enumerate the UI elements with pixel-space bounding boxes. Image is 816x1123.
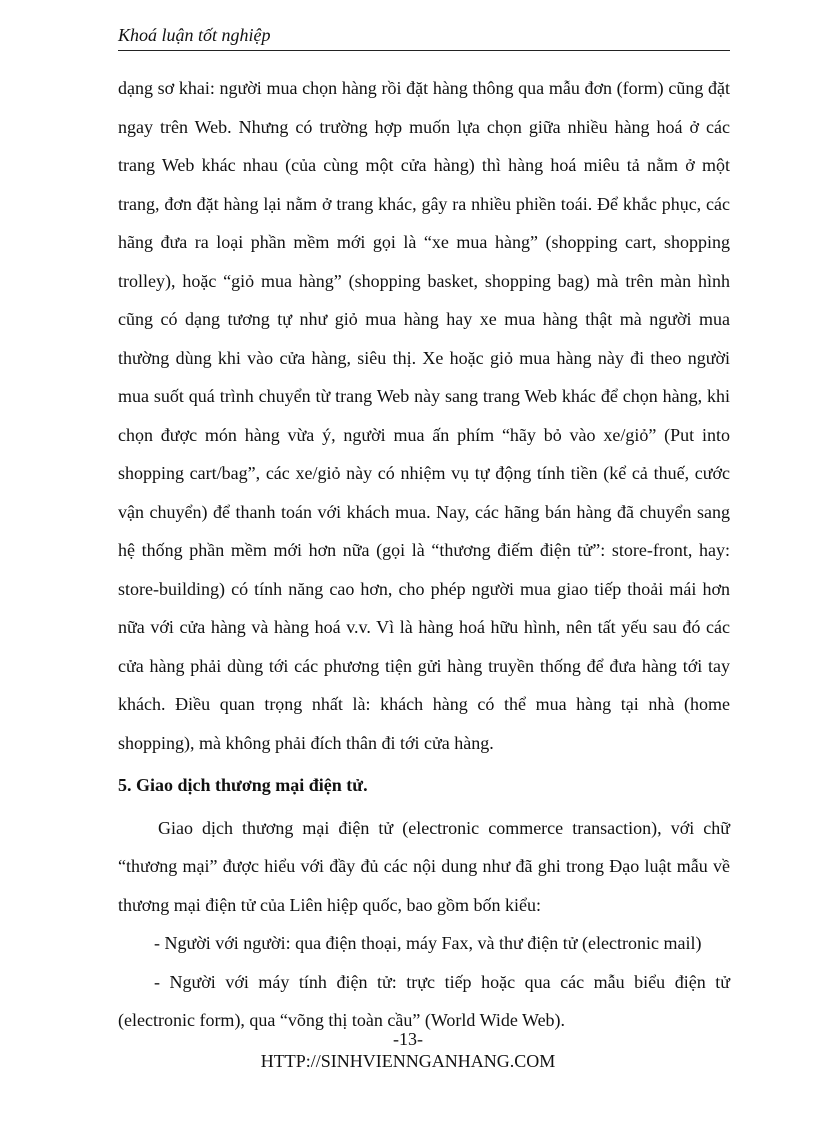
list-item: - Người với người: qua điện thoại, máy Fax, và thư điện tử (electronic mail) — [154, 933, 702, 953]
body-paragraph: dạng sơ khai: người mua chọn hàng rồi đặt hàng thông qua mẫu đơn (form) cũng đặt ngay trên Web. Nhưng có trường hợp muốn lựa chọn giữa nhiều hàng hoá ở các trang Web khác nhau (của cùng một cửa hàng) thì hàng hoá miêu tả nằm ở một trang, đơn đặt hàng lại nằm ở trang khác, gây ra nhiều phiền toái. Để khắc phục, các hãng đưa ra loại phần mềm mới gọi là “xe mua hàng” (shopping cart, shopping trolley), hoặc “giỏ mua hàng” (shopping basket, shopping bag) mà trên màn hình cũng có dạng tương tự như giỏ mua hàng hay xe mua hàng thật mà người mua thường dùng khi vào cửa hàng, siêu thị. Xe hoặc giỏ mua hàng này đi theo người mua suốt quá trình chuyển từ trang Web này sang trang Web khác để chọn hàng, khi chọn được món hàng vừa ý, người mua ấn phím “hãy bỏ vào xe/giỏ” (Put into shopping cart/bag”, các xe/giỏ này có nhiệm vụ tự động tính tiền (kể cả thuế, cước vận chuyển) để thanh toán với khách mua. Nay, các hãng bán hàng đã chuyển sang hệ thống phần mềm mới hơn nữa (gọi là “thương điếm điện tử”: store-front, hay: store-building) có tính năng cao hơn, cho phép người mua giao tiếp thoải mái hơn nữa với cửa hàng và hàng hoá v.v. Vì là hàng hoá hữu hình, nên tất yếu sau đó các cửa hàng phải dùng tới các phương tiện gửi hàng truyền thống để đưa hàng tới tay khách. Điều quan trọng nhất là: khách hàng có thể mua hàng tại nhà (home shopping), mà không phải đích thân đi tới cửa hàng. — [118, 78, 730, 753]
header-title: Khoá luận tốt nghiệp — [118, 25, 271, 45]
list-item: - Người với máy tính điện tử: trực tiếp hoặc qua các mẫu biểu điện tử (electronic form), qua “võng thị toàn cầu” (World Wide Web). — [118, 971, 730, 1030]
section-heading: 5. Giao dịch thương mại điện tử. — [118, 775, 368, 795]
footer-site-url: HTTP://SINHVIENNGANHANG.COM — [260, 1051, 556, 1071]
page-number: -13- — [393, 1029, 423, 1049]
body-paragraph: Giao dịch thương mại điện tử (electronic commerce transaction), với chữ “thương mại” được hiểu với đầy đủ các nội dung như đã ghi trong Đạo luật mẫu về thương mại điện tử của Liên hiệp quốc, bao gồm bốn kiểu: — [118, 817, 730, 915]
page-body — [118, 69, 730, 1040]
page-header — [118, 22, 730, 51]
